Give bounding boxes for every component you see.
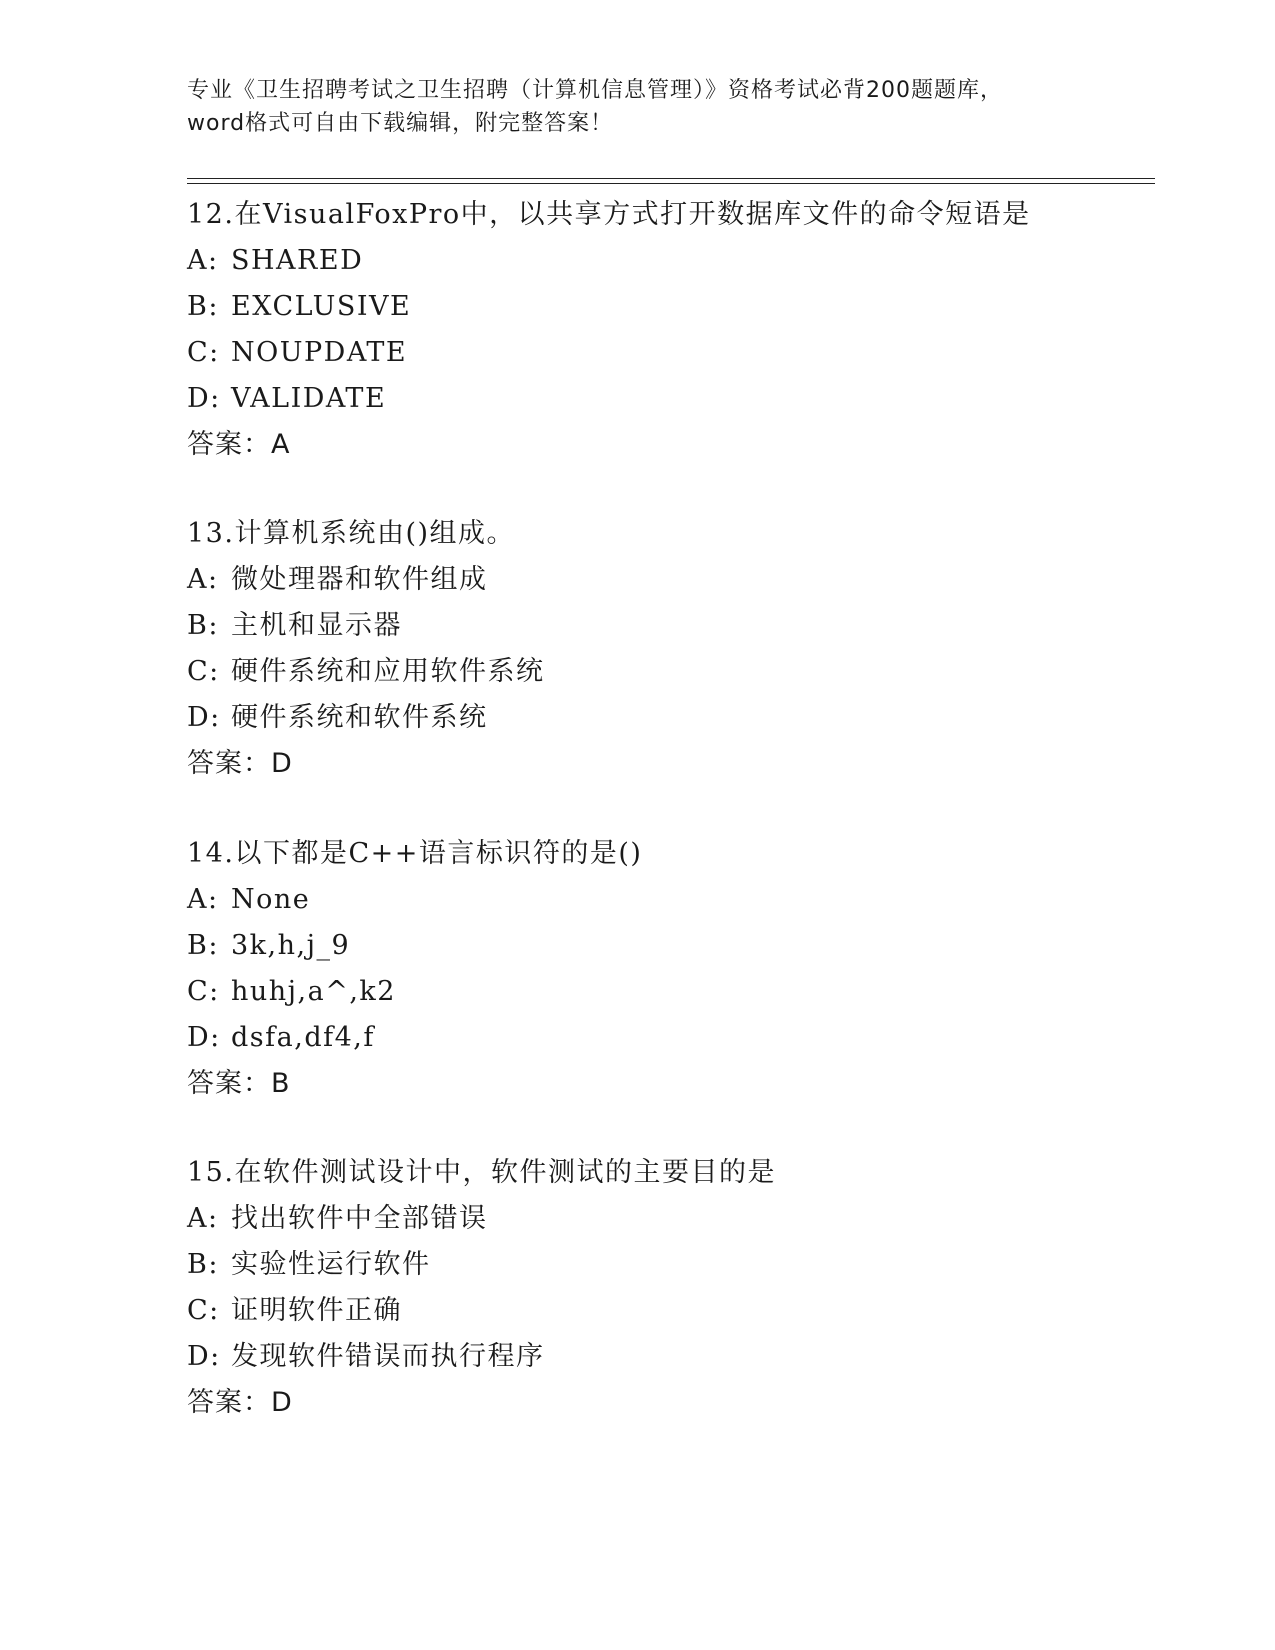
option-c [187,330,1147,376]
question-stem: 12.在VisualFoxPro中，以共享方式打开数据库文件的命令短语是 [187,199,1031,230]
option-text: dsfa,df4,f [231,1022,375,1053]
option-text: 硬件系统和软件系统 [231,702,488,733]
answer-line: 答案：B [187,1068,291,1099]
option-key: D: [187,383,221,414]
option-a [187,557,1147,603]
option-key: B: [187,610,219,641]
option-b [187,284,1147,330]
option-text: 找出软件中全部错误 [231,1203,488,1234]
answer-line: 答案：D [187,1387,293,1418]
option-key: B: [187,930,219,961]
document-header [187,74,1087,140]
option-d [187,376,1147,422]
option-text: VALIDATE [231,383,387,414]
header-divider-top [187,178,1155,179]
question-13 [187,511,1147,787]
option-text: None [231,884,311,915]
option-key: C: [187,337,220,368]
answer-line: 答案：D [187,748,293,779]
option-key: A: [187,884,219,915]
option-text: huhj,a^,k2 [231,976,396,1007]
option-text: 硬件系统和应用软件系统 [231,656,545,687]
option-key: C: [187,656,220,687]
option-a [187,877,1147,923]
answer-line: 答案：A [187,429,291,460]
question-14 [187,831,1147,1107]
option-text: 主机和显示器 [231,610,402,641]
option-text: EXCLUSIVE [231,291,412,322]
question-12 [187,192,1147,468]
option-key: C: [187,1295,220,1326]
header-line-2: word格式可自由下载编辑，附完整答案！ [187,111,614,136]
option-d [187,1015,1147,1061]
option-text: 3k,h,j_9 [231,930,351,961]
option-text: SHARED [231,245,364,276]
option-key: D: [187,1022,221,1053]
option-key: C: [187,976,220,1007]
option-key: A: [187,564,219,595]
option-text: 证明软件正确 [231,1295,402,1326]
option-c [187,969,1147,1015]
option-b [187,603,1147,649]
option-a [187,238,1147,284]
option-c [187,1288,1147,1334]
header-line-1: 专业《卫生招聘考试之卫生招聘（计算机信息管理）》资格考试必背200题题库， [187,78,1003,103]
header-divider-bottom [187,183,1155,184]
question-stem: 13.计算机系统由()组成。 [187,518,516,549]
option-text: 实验性运行软件 [231,1249,431,1280]
option-text: 微处理器和软件组成 [231,564,488,595]
option-d [187,695,1147,741]
question-stem: 14.以下都是C++语言标识符的是() [187,838,643,869]
option-key: B: [187,1249,219,1280]
option-text: 发现软件错误而执行程序 [231,1341,545,1372]
option-a [187,1196,1147,1242]
option-b [187,923,1147,969]
option-key: A: [187,245,219,276]
option-text: NOUPDATE [231,337,408,368]
option-key: D: [187,702,221,733]
option-key: D: [187,1341,221,1372]
option-d [187,1334,1147,1380]
question-15 [187,1150,1147,1426]
option-c [187,649,1147,695]
option-key: A: [187,1203,219,1234]
option-b [187,1242,1147,1288]
question-stem: 15.在软件测试设计中，软件测试的主要目的是 [187,1157,776,1188]
option-key: B: [187,291,219,322]
